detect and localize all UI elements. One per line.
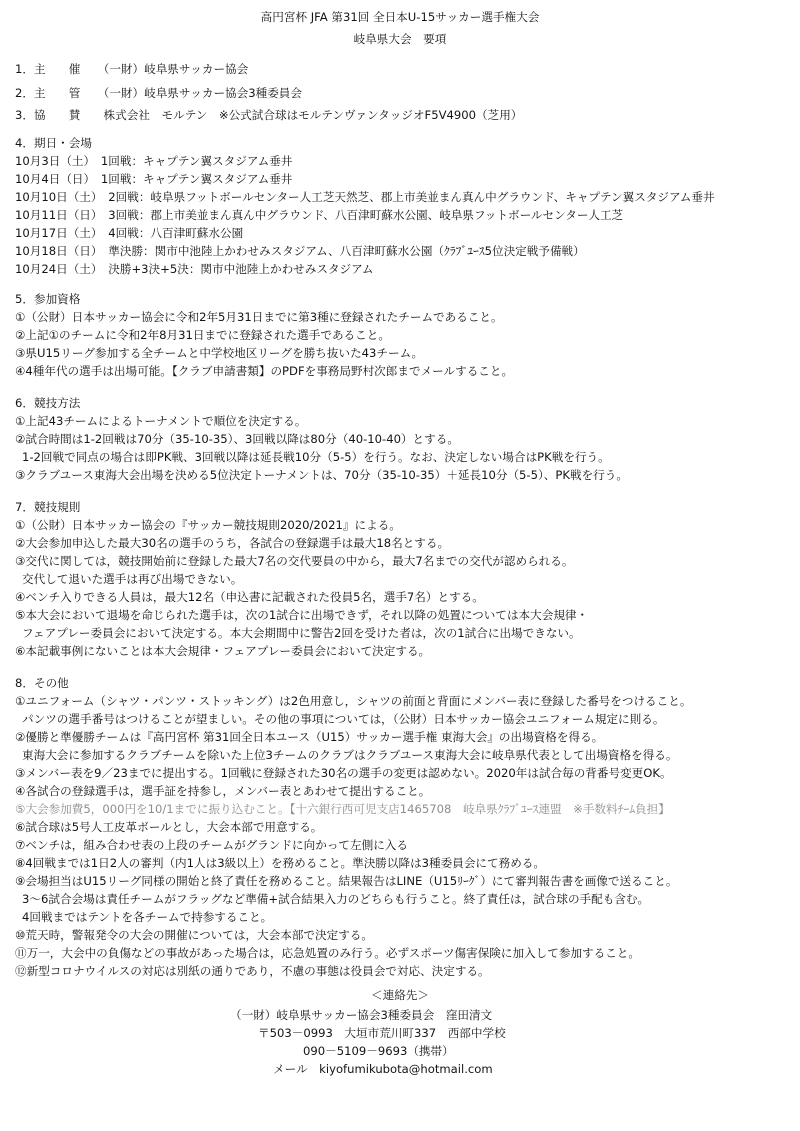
contact-email: メール kiyofumikubota@hotmail.com (273, 1062, 493, 1076)
rules-item: ②大会参加申込した最大30名の選手のうち，各試合の登録選手は最大18名とする。 (15, 536, 450, 550)
subtitle-line: 岐阜県大会 要項 (353, 32, 447, 46)
schedule-line: 10月17日（土） 4回戦：八百津町蘇水公園 (15, 226, 244, 240)
eligibility-item: ②上記①のチームに令和2年8月31日までに登録された選手であること。 (15, 328, 390, 342)
section-heading-rules: 7．競技規則 (15, 500, 81, 514)
schedule-line: 10月3日（土） 1回戦：キャプテン翼スタジアム垂井 (15, 154, 293, 168)
section-heading-eligibility: 5．参加資格 (15, 292, 81, 306)
other-item: ④各試合の登録選手は，選手証を持参し，メンバー表とあわせて提出すること。 (15, 784, 431, 798)
other-item: ⑪万一，大会中の負傷などの事故があった場合は，応急処置のみ行う。必ずスポーツ傷害保険に加入して参加すること。 (15, 946, 641, 960)
other-item: ②優勝と準優勝チームは『高円宮杯 第31回全日本ユース（U15）サッカー選手権 東海大会』の出場資格を得る。 (15, 730, 604, 744)
other-item-continuation: 東海大会に参加するクラブチームを除いた上位3チームのクラブはクラブユース東海大会に岐阜県代表として出場資格を得る。 (22, 748, 678, 762)
other-item-fee: ⑤大会参加費5，000円を10/1までに振り込むこと。【十六銀行西可児支店1465708 岐阜県ｸﾗﾌﾞﾕｰｽ連盟 ※手数料ﾁｰﾑ負担】 (15, 802, 670, 816)
schedule-line: 10月18日（日） 準決勝：関市中池陸上かわせみスタジアム、八百津町蘇水公園（ｸﾗﾌﾞﾕｰｽ5位決定戦予備戦） (15, 244, 585, 258)
section-heading-other: 8．その他 (15, 676, 69, 690)
rules-item-continuation: フェアプレー委員会において決定する。本大会期間中に警告2回を受けた者は，次の1試合に出場できない。 (22, 626, 581, 640)
other-item: ③メンバー表を9／23までに提出する。1回戦に登録された30名の選手の変更は認めない。2020年は試合毎の背番号変更OK。 (15, 766, 672, 780)
sponsor-line: 3．協 賛 株式会社 モルテン ※公式試合球はモルテンヴァンタッジオF5V4900（芝用） (15, 108, 523, 122)
other-item: ⑩荒天時，警報発令の大会の開催については，大会本部で決定する。 (15, 928, 373, 942)
schedule-line: 10月24日（土） 決勝+3決+5決：関市中池陸上かわせみスタジアム (15, 262, 374, 276)
other-item: ⑦ベンチは，組み合わせ表の上段のチームがグランドに向かって左側に入る (15, 838, 408, 852)
contact-heading: ＜連絡先＞ (371, 988, 429, 1002)
other-item-continuation: パンツの選手番号はつけることが望ましい。その他の事項については，（公財）日本サッカー協会ユニフォーム規定に則る。 (22, 712, 665, 726)
contact-phone: 090－5109－9693（携帯） (303, 1044, 454, 1058)
section-heading-format: 6．競技方法 (15, 396, 81, 410)
format-item: ③クラブユース東海大会出場を決める5位決定トーナメントは、70分（35-10-35）＋延長10分（5-5）、PK戦を行う。 (15, 468, 628, 482)
rules-item-continuation: 交代して退いた選手は再び出場できない。 (22, 572, 243, 586)
rules-item: ④ベンチ入りできる人員は，最大12名（申込書に記載された役員5名，選手7名）とする。 (15, 590, 484, 604)
organizer-line: 1．主 催 （一財）岐阜県サッカー協会 (15, 62, 249, 76)
title-line: 高円宮杯 JFA 第31回 全日本U-15サッカー選手権大会 (260, 10, 540, 24)
other-item: ⑫新型コロナウイルスの対応は別紙の通りであり，不慮の事態は役員会で対応、決定する。 (15, 964, 490, 978)
contact-organization: （一財）岐阜県サッカー協会3種委員会 窪田清文 (230, 1008, 493, 1022)
management-line: 2．主 管 （一財）岐阜県サッカー協会3種委員会 (15, 86, 302, 100)
format-item: ②試合時間は1-2回戦は70分（35-10-35）、3回戦以降は80分（40-10-40）とする。 (15, 432, 459, 446)
eligibility-item: ①（公財）日本サッカー協会に令和2年5月31日までに第3種に登録されたチームであること。 (15, 310, 503, 324)
other-item-continuation: 3～6試合会場は責任チームがフラッグなど準備+試合結果入力のどちらも行うこと。終了責任は，試合球の手配も含む。 (22, 892, 650, 906)
other-item: ⑨会場担当はU15リーグ同様の開始と終了責任を務めること。結果報告はLINE（U15ﾘｰｸﾞ）にて審判報告書を画像で送ること。 (15, 874, 678, 888)
rules-item: ⑥本記載事例にないことは本大会規律・フェアプレー委員会において決定する。 (15, 644, 431, 658)
format-item-continuation: 1-2回戦で同点の場合は即PK戦、3回戦以降は延長戦10分（5-5）を行う。なお、決定しない場合はPK戦を行う。 (22, 450, 610, 464)
rules-item: ③交代に関しては，競技開始前に登録した最大7名の交代要員の中から，最大7名までの交代が認められる。 (15, 554, 574, 568)
schedule-line: 10月10日（土） 2回戦：岐阜県フットボールセンター人工芝天然芝、郡上市美並まん真ん中グラウンド、キャプテン翼スタジアム垂井 (15, 190, 715, 204)
other-item: ⑧4回戦までは1日2人の審判（内1人は3級以上）を務めること。準決勝以降は3種委員会にて務める。 (15, 856, 545, 870)
contact-address: 〒503－0993 大垣市荒川町337 西部中学校 (258, 1026, 506, 1040)
format-item: ①上記43チームによるトーナメントで順位を決定する。 (15, 414, 307, 428)
other-item: ①ユニフォーム（シャツ・パンツ・ストッキング）は2色用意し，シャツの前面と背面にメンバー表に登録した番号をつけること。 (15, 694, 692, 708)
other-item: ⑥試合球は5号人工皮革ボールとし，大会本部で用意する。 (15, 820, 323, 834)
rules-item: ①（公財）日本サッカー協会の『サッカー競技規則2020/2021』による。 (15, 518, 401, 532)
eligibility-item: ④4種年代の選手は出場可能。【クラブ申請書類】のPDFを事務局野村次郎までメールすること。 (15, 364, 514, 378)
schedule-line: 10月11日（日） 3回戦：郡上市美並まん真ん中グラウンド、八百津町蘇水公園、岐阜県フットボールセンター人工芝 (15, 208, 624, 222)
rules-item: ⑤本大会において退場を命じられた選手は，次の1試合に出場できず，それ以降の処置については本大会規律・ (15, 608, 589, 622)
section-heading-schedule: 4．期日・会場 (15, 136, 92, 150)
eligibility-item: ③県U15リーグ参加する全チームと中学校地区リーグを勝ち抜いた43チーム。 (15, 346, 424, 360)
schedule-line: 10月4日（日） 1回戦：キャプテン翼スタジアム垂井 (15, 172, 293, 186)
other-item-continuation: 4回戦まではテントを各チームで持参すること。 (22, 910, 273, 924)
